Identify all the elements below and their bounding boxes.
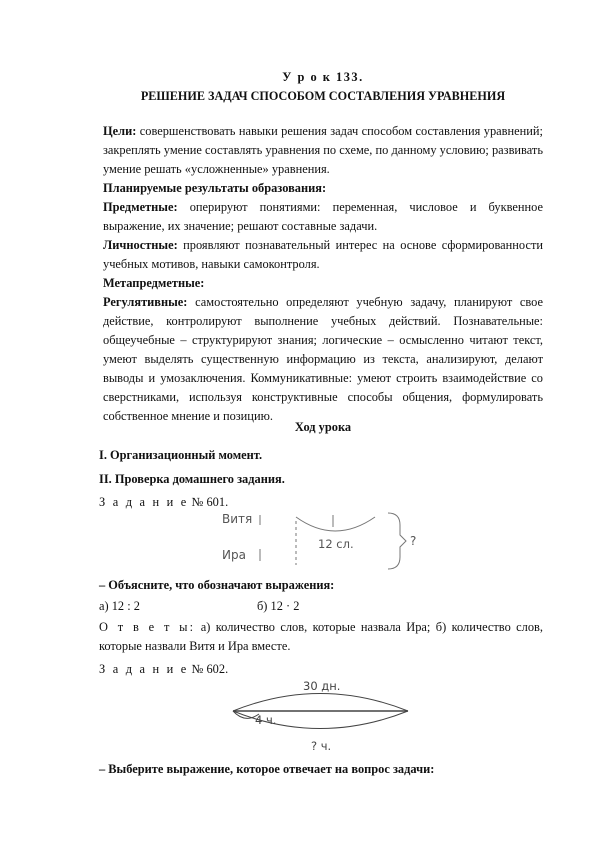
- explain-text: – Объясните, что обозначают выражения:: [99, 578, 335, 592]
- lesson-title: У р о к 133.: [282, 70, 364, 84]
- task-602-heading: З а д а н и е № 602.: [99, 662, 229, 676]
- results-heading: Планируемые результаты образования:: [103, 181, 327, 195]
- question-mark: ?: [410, 534, 417, 548]
- section-organizational: I. Организационный момент.: [99, 448, 263, 462]
- ira-label: Ира: [222, 548, 246, 562]
- personal-paragraph: [103, 236, 543, 274]
- personal-label: Личностные:: [103, 238, 178, 252]
- brace-icon: [388, 513, 406, 569]
- lesson-subtitle: РЕШЕНИЕ ЗАДАЧ СПОСОБОМ СОСТАВЛЕНИЯ УРАВНЕНИЯ: [140, 89, 506, 103]
- section-homework: II. Проверка домашнего задания.: [99, 472, 285, 486]
- goals-label: Цели:: [103, 124, 137, 138]
- answer-label: О т в е т ы:: [99, 620, 196, 634]
- goals-paragraph: [103, 122, 543, 179]
- expression-b: б) 12 · 2: [257, 599, 300, 613]
- choose-text: – Выберите выражение, которое отвечает на вопрос задачи:: [99, 762, 435, 776]
- goals-text: совершенствовать навыки решения задач способом составления уравнений; закреплять умение составлять уравнения по схеме, по данному условию; развивать умение решать «усложненные» уравнения.: [103, 124, 543, 176]
- regulative-text: самостоятельно определяют учебную задачу, планируют свое действие, контролируют выполнение учебных действий. Познавательные: общеучебные – структурируют знания; логические – осмысленно читают текст, умеют выделять существенную информацию из текста, анализируют, делают выводы и умозаключения. Коммуникативные: умеют строить взаимодействие со сверстниками, используя конструктивные способы общения, формулировать собственное мнение и позицию.: [103, 295, 543, 423]
- answer-text: а) количество слов, которые назвала Ира; б) количество слов, которые назвали Витя и Ира вместе.: [99, 620, 543, 653]
- subject-text: оперируют понятиями: переменная, числовое и буквенное выражение, их значение; решают составные задачи.: [103, 200, 543, 233]
- top-arc: [233, 694, 408, 712]
- subject-paragraph: [103, 198, 543, 236]
- regulative-paragraph: [103, 293, 543, 426]
- answer-paragraph: [99, 618, 543, 656]
- hours-label: 4 ч.: [255, 713, 277, 727]
- words-arc: [296, 517, 375, 531]
- meta-heading: Метапредметные:: [103, 276, 205, 290]
- words-label: 12 сл.: [318, 537, 354, 551]
- regulative-label: Регулятивные:: [103, 295, 188, 309]
- task-601-diagram: [210, 505, 430, 575]
- question-hours-label: ? ч.: [311, 739, 332, 753]
- expression-a: а) 12 : 2: [99, 599, 140, 613]
- personal-text: проявляют познавательный интерес на основе сформированности учебных мотивов, навыки самоконтроля.: [103, 238, 543, 271]
- days-label: 30 дн.: [303, 679, 341, 693]
- task-602-diagram: [225, 676, 425, 756]
- task-601-heading: З а д а н и е № 601.: [99, 495, 229, 509]
- vitya-label: Витя: [222, 512, 253, 526]
- course-heading: Ход урока: [294, 420, 352, 434]
- subject-label: Предметные:: [103, 200, 178, 214]
